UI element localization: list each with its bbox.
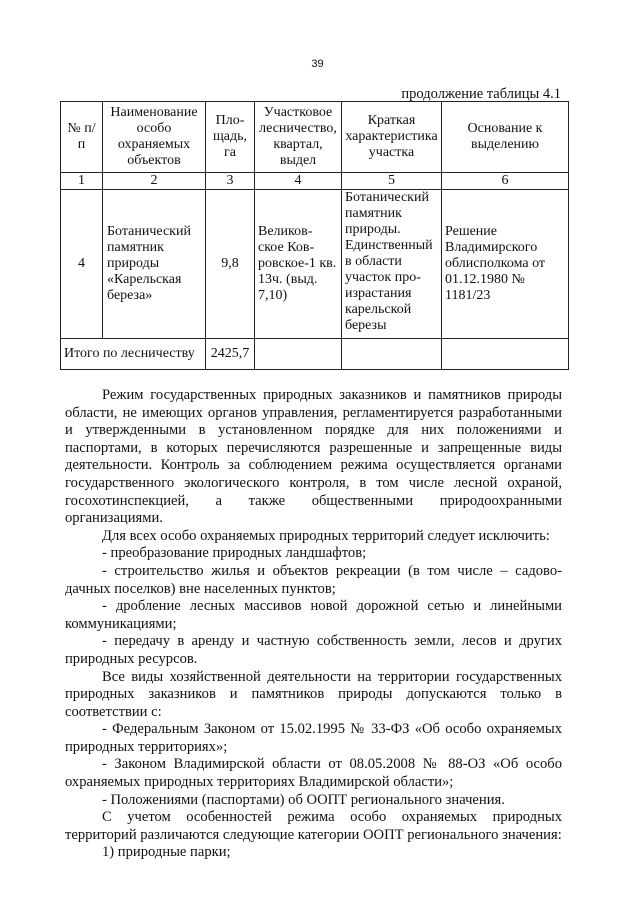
list-item: - преобразование природных ландшафтов; — [102, 545, 367, 562]
total-label: Итого по лесничеству — [61, 339, 206, 370]
object-name: Ботанический памятник природы «Карельская береза» — [103, 190, 206, 339]
list-item: - передачу в аренду и частную собственность земли, лесов и других природных ресурсов. — [65, 633, 562, 667]
column-number: 5 — [342, 173, 442, 190]
list-item: - строительство жилья и объектов рекреации (в том числе – садово-дачных поселков) вне населенных пунктов; — [65, 562, 562, 597]
list-item: - Положениями (паспортами) об ООПТ регионального значения. — [102, 791, 505, 808]
table-row — [61, 190, 569, 339]
column-number-row — [61, 173, 569, 190]
header-cell: Основание к выделению — [442, 102, 569, 173]
column-number: 2 — [103, 173, 206, 190]
header-cell: Пло-щадь, га — [206, 102, 255, 173]
empty-cell — [255, 339, 342, 370]
object-description: Ботанический памятник природы. Единственный в области участок про-израстания карельской березы — [342, 190, 442, 339]
header-cell: Участковое лесничество, квартал, выдел — [255, 102, 342, 173]
column-number: 1 — [61, 173, 103, 190]
list-item: - Федеральным Законом от 15.02.1995 № 33-ФЗ «Об особо охраняемых природных территориях»; — [65, 721, 562, 755]
total-area: 2425,7 — [206, 339, 255, 370]
object-location: Великов-ское Ков-ровское-1 кв. 13ч. (выд. 7,10) — [255, 190, 342, 339]
table-header-row — [61, 102, 569, 173]
header-cell: Краткая характеристика участка — [342, 102, 442, 173]
column-number: 3 — [206, 173, 255, 190]
paragraph-activities: Все виды хозяйственной деятельности на территории государственных природных заказников и памятников природы допускаются только в соответствии с: — [65, 668, 562, 720]
paragraph-regime: Режим государственных природных заказников и памятников природы области, не имеющих органов управления, регламентируется разработанными и утвержденными в установленном порядке для них положениями и паспортами, в которых перечисляются разрешенные и запрещенные виды деятельности. Контроль за соблюдением режима осуществляется органами государственного экологического контроля, в том числе лесной охраной, госохотинспекцией, а также общественными природоохранными организациями. — [65, 387, 562, 527]
paragraph-exclusions-intro: Для всех особо охраняемых природных территорий следует исключить: — [102, 527, 550, 544]
header-cell: Наименование особо охраняемых объектов — [103, 102, 206, 173]
page-number: 39 — [311, 58, 324, 70]
body-text — [65, 387, 562, 862]
object-basis: Решение Владимирского облисполкома от 01.12.1980 № 1181/23 — [442, 190, 569, 339]
table-continuation-label: продолжение таблицы 4.1 — [401, 86, 561, 102]
row-number: 4 — [61, 190, 103, 339]
total-row — [61, 339, 569, 370]
list-item: 1) природные парки; — [102, 844, 231, 861]
empty-cell — [342, 339, 442, 370]
paragraph-categories: С учетом особенностей режима особо охраняемых природных территорий различаются следующие категории ООПТ регионального значения: — [65, 809, 562, 843]
list-item: - Законом Владимирской области от 08.05.2008 № 88-ОЗ «Об особо охраняемых природных территориях Владимирской области»; — [65, 756, 562, 791]
empty-cell — [442, 339, 569, 370]
header-cell: № п/п — [61, 102, 103, 173]
list-item: - дробление лесных массивов новой дорожной сетью и линейными коммуникациями; — [65, 598, 562, 632]
column-number: 6 — [442, 173, 569, 190]
protected-areas-table — [60, 101, 569, 370]
object-area: 9,8 — [206, 190, 255, 339]
column-number: 4 — [255, 173, 342, 190]
